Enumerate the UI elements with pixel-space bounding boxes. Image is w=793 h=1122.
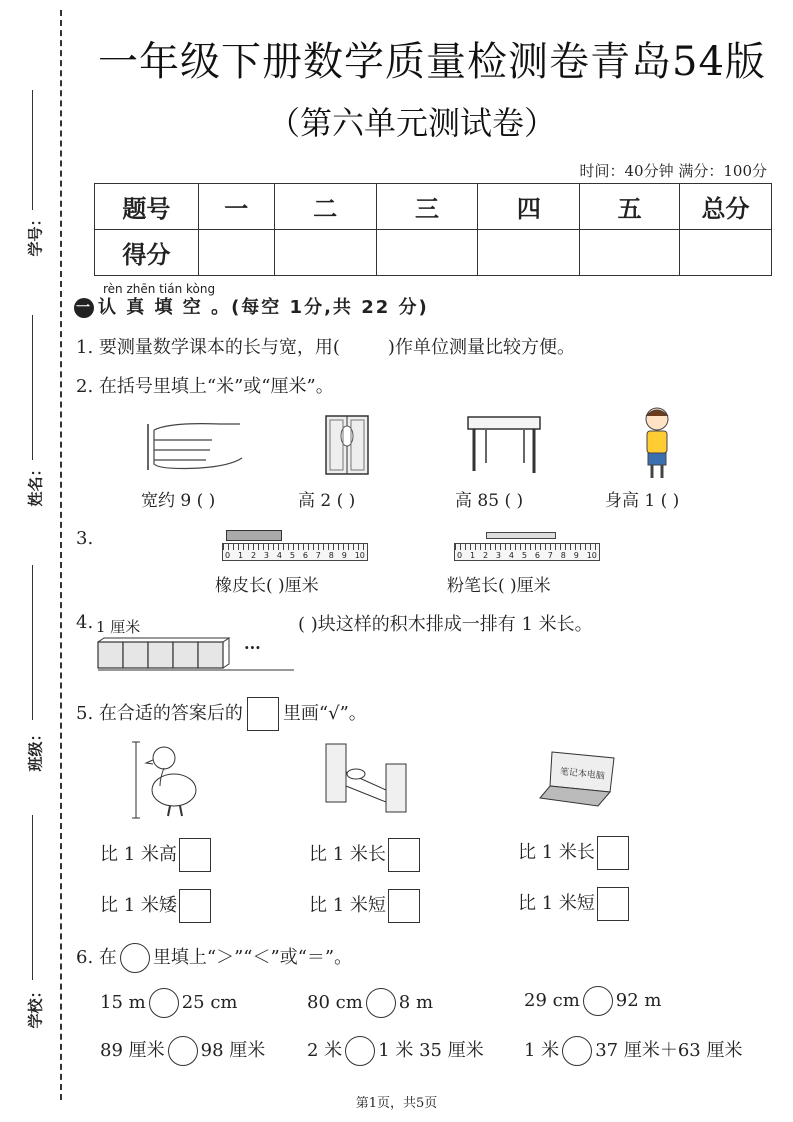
score-header-cell: 五 <box>580 184 680 230</box>
q6-text-before: 6. 在 <box>76 947 117 968</box>
q4-text: ( )块这样的积木排成一排有 1 米长。 <box>298 614 593 635</box>
page-subtitle: （第六单元测试卷） <box>268 104 557 142</box>
ruler-tick-label: 8 <box>328 551 334 560</box>
q6-left: 15 m <box>100 992 146 1013</box>
q5-option-text: 比 1 米矮 <box>100 895 177 916</box>
question-2: 2. 在括号里填上“米”或“厘米”。 <box>76 376 334 397</box>
q5-checkbox[interactable] <box>179 838 211 872</box>
laptop-label: 笔记本电脑 <box>559 767 606 782</box>
page-footer: 第1页，共5页 <box>355 1096 438 1111</box>
ruler-tick-label: 10 <box>586 551 597 560</box>
q5-option <box>100 838 211 872</box>
q6-example-circle <box>120 943 150 973</box>
ruler-tick-label: 9 <box>573 551 579 560</box>
q6-right: 98 厘米 <box>200 1040 266 1061</box>
class-label: 班级： <box>26 726 45 772</box>
q1-text-after: )作单位测量比较方便。 <box>387 337 575 358</box>
boy-icon <box>640 406 674 482</box>
question-1 <box>76 333 575 359</box>
q6-answer-circle[interactable] <box>366 988 396 1018</box>
q5-checkbox[interactable] <box>179 889 211 923</box>
q6-compare <box>307 988 433 1018</box>
binding-dashed-line <box>60 10 62 1100</box>
q3-chalk-caption: 粉笔长( )厘米 <box>447 576 551 596</box>
score-header-cell: 三 <box>376 184 478 230</box>
page-title: 一年级下册数学质量检测卷青岛54版 <box>98 39 766 85</box>
ruler-numbers <box>457 551 597 560</box>
score-header-cell: 一 <box>198 184 274 230</box>
score-input-cell[interactable] <box>376 230 478 276</box>
table-icon <box>466 413 542 475</box>
q5-option-text: 比 1 米长 <box>309 844 386 865</box>
blocks-row-icon <box>96 636 296 672</box>
ruler-tick-label: 4 <box>508 551 514 560</box>
q5-checkbox[interactable] <box>388 889 420 923</box>
ruler-tick-label: 1 <box>469 551 476 560</box>
ruler-ticks <box>223 544 367 550</box>
score-input-cell[interactable] <box>580 230 680 276</box>
ruler-chalk <box>454 543 600 561</box>
q6-text-after: 里填上“＞”“＜”或“＝”。 <box>152 947 353 968</box>
q6-answer-circle[interactable] <box>168 1036 198 1066</box>
q6-answer-circle[interactable] <box>345 1036 375 1066</box>
name-line <box>32 315 33 460</box>
q6-right: 25 cm <box>181 992 238 1013</box>
ruler-numbers <box>225 551 365 560</box>
school-label: 学校： <box>26 983 45 1029</box>
q6-compare <box>524 1036 742 1066</box>
wardrobe-icon <box>322 412 372 476</box>
eraser-shape <box>226 530 282 541</box>
bed-icon <box>322 742 410 816</box>
q6-compare <box>307 1036 484 1066</box>
q5-option <box>518 836 629 870</box>
q5-checkbox[interactable] <box>597 887 629 921</box>
score-header-cell: 四 <box>478 184 580 230</box>
question-6 <box>76 943 352 973</box>
q2-item-hand: 宽约 9 ( ) <box>141 491 216 511</box>
question-5 <box>76 697 367 731</box>
section-title: 认 真 填 空 。(每空 1分,共 22 分) <box>98 297 429 318</box>
student-no-line <box>32 90 33 210</box>
q6-answer-circle[interactable] <box>583 986 613 1016</box>
ruler-tick-label: 6 <box>534 551 540 560</box>
chalk-shape <box>486 532 556 539</box>
ruler-tick-label: 5 <box>289 551 295 560</box>
duck-icon <box>130 738 202 820</box>
q5-option <box>309 889 420 923</box>
score-table <box>94 183 772 276</box>
q5-option-text: 比 1 米短 <box>518 893 595 914</box>
name-field[interactable] <box>18 315 58 515</box>
ruler-tick-label: 0 <box>457 551 463 560</box>
q5-example-box <box>247 697 279 731</box>
ruler-tick-label: 2 <box>250 551 257 560</box>
ruler-tick-label: 7 <box>315 551 321 560</box>
ruler-tick-label: 8 <box>560 551 566 560</box>
section-number-badge: 一 <box>76 300 92 316</box>
ruler-ticks <box>455 544 599 550</box>
q4-block-label: 1 厘米 <box>96 618 141 636</box>
ruler-tick-label: 3 <box>263 551 269 560</box>
q2-item-wardrobe: 高 2 ( ) <box>298 491 356 511</box>
q5-option-text: 比 1 米短 <box>309 895 386 916</box>
q5-checkbox[interactable] <box>597 836 629 870</box>
q6-compare <box>100 988 237 1018</box>
q2-item-table: 高 85 ( ) <box>455 491 524 511</box>
ruler-tick-label: 3 <box>495 551 501 560</box>
q6-left: 2 米 <box>307 1040 343 1061</box>
q6-right: 1 米 35 厘米 <box>378 1040 484 1061</box>
section-heading <box>74 293 429 319</box>
score-header-cell: 总分 <box>680 184 772 230</box>
school-field[interactable] <box>18 815 58 1035</box>
q2-item-boy: 身高 1 ( ) <box>605 491 680 511</box>
ruler-tick-label: 7 <box>547 551 553 560</box>
laptop-icon <box>538 748 624 810</box>
class-line <box>32 565 33 720</box>
q6-compare <box>524 986 661 1016</box>
student-no-field[interactable] <box>18 90 58 270</box>
q5-option-text: 比 1 米高 <box>100 844 177 865</box>
score-input-cell[interactable] <box>478 230 580 276</box>
q3-eraser-caption: 橡皮长( )厘米 <box>215 576 319 596</box>
q6-answer-circle[interactable] <box>562 1036 592 1066</box>
class-field[interactable] <box>18 565 58 775</box>
q5-text-after: 里画“√”。 <box>282 703 367 724</box>
q6-right: 8 m <box>398 992 434 1013</box>
q5-option-text: 比 1 米长 <box>518 842 595 863</box>
ruler-tick-label: 9 <box>341 551 347 560</box>
question-3-label: 3. <box>76 528 94 549</box>
q6-left: 1 米 <box>524 1040 560 1061</box>
q6-answer-circle[interactable] <box>149 988 179 1018</box>
q4-ellipsis: ··· <box>244 638 261 657</box>
q6-left: 89 厘米 <box>100 1040 165 1061</box>
q6-compare <box>100 1036 265 1066</box>
ruler-eraser <box>222 543 368 561</box>
q5-option <box>518 887 629 921</box>
ruler-tick-label: 4 <box>276 551 282 560</box>
q5-option <box>100 889 211 923</box>
school-line <box>32 815 33 980</box>
q5-option <box>309 838 420 872</box>
name-label: 姓名： <box>26 461 45 507</box>
section-pinyin: rèn zhēn tián kòng <box>103 282 216 296</box>
ruler-tick-label: 6 <box>302 551 308 560</box>
score-input-cell[interactable] <box>680 230 772 276</box>
score-header-cell: 二 <box>274 184 376 230</box>
q1-text-before: 1. 要测量数学课本的长与宽，用( <box>76 337 340 358</box>
q5-checkbox[interactable] <box>388 838 420 872</box>
ruler-tick-label: 0 <box>225 551 231 560</box>
q6-left: 80 cm <box>307 992 363 1013</box>
q6-left: 29 cm <box>524 990 580 1011</box>
q6-right: 92 m <box>615 990 662 1011</box>
ruler-tick-label: 5 <box>521 551 527 560</box>
score-table-header-row <box>95 184 772 230</box>
hand-icon <box>140 418 245 476</box>
exam-meta: 时间：40分钟 满分：100分 <box>579 162 767 180</box>
q6-right: 37 厘米＋63 厘米 <box>595 1040 743 1061</box>
score-input-cell[interactable] <box>198 230 274 276</box>
ruler-tick-label: 10 <box>354 551 365 560</box>
score-input-cell[interactable] <box>274 230 376 276</box>
ruler-tick-label: 2 <box>482 551 489 560</box>
score-label-cell: 得分 <box>95 230 199 276</box>
q5-text-before: 5. 在合适的答案后的 <box>76 703 243 724</box>
ruler-tick-label: 1 <box>237 551 244 560</box>
question-4-label: 4. <box>76 612 94 633</box>
score-table-score-row <box>95 230 772 276</box>
student-no-label: 学号： <box>26 211 45 257</box>
score-header-cell: 题号 <box>95 184 199 230</box>
